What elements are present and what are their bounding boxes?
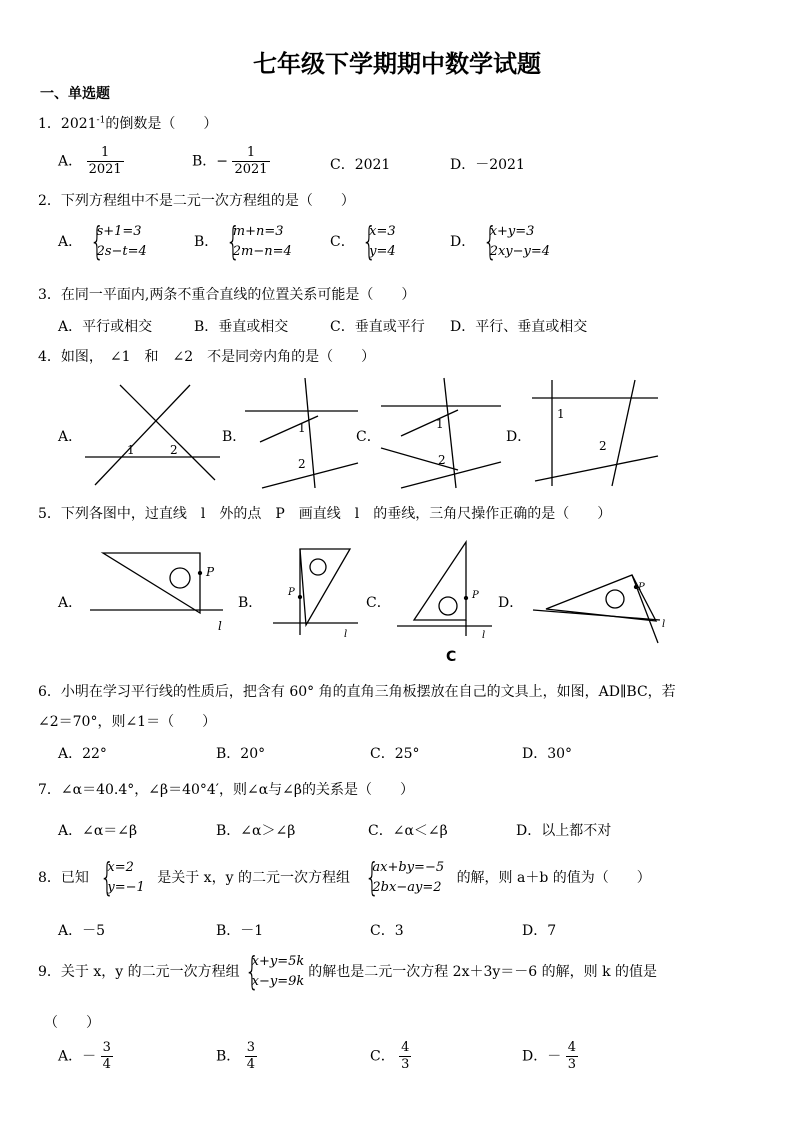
- q1-option-a[interactable]: [58, 145, 124, 178]
- question-3-stem: 3．在同一平面内,两条不重合直线的位置关系可能是（ ）: [38, 287, 416, 303]
- point-label-p: P: [288, 587, 295, 598]
- set-square: [414, 542, 466, 620]
- denominator: 4: [246, 1057, 256, 1072]
- set-square-hole: [310, 559, 326, 575]
- transversal-left: [95, 385, 190, 485]
- angle-label-1: 1: [127, 443, 135, 457]
- equation: 2m−n=4: [232, 244, 292, 259]
- q5-option-b[interactable]: B．: [238, 595, 263, 611]
- brace-icon: {: [89, 219, 104, 263]
- figure-caption-c: C: [446, 649, 457, 665]
- q1-option-b[interactable]: [192, 145, 270, 178]
- option-letter: C．: [330, 234, 355, 250]
- denominator: 4: [102, 1057, 111, 1072]
- fraction: [232, 145, 269, 178]
- numerator: 3: [246, 1040, 256, 1055]
- brace-icon: {: [244, 949, 259, 993]
- line-bottom: [535, 456, 658, 481]
- equation-system: [359, 219, 396, 263]
- question-1-stem: [38, 113, 217, 133]
- q9-prefix: 9．关于 x，y 的二元一次方程组: [38, 964, 240, 980]
- q9-option-d[interactable]: [522, 1040, 578, 1073]
- set-square: [103, 553, 200, 613]
- fraction: [87, 145, 124, 178]
- line-lower-slant: [381, 448, 458, 470]
- q6-option-c[interactable]: C．25°: [370, 746, 420, 762]
- question-2-stem: 2．下列方程组中不是二元一次方程组的是（ ）: [38, 193, 355, 209]
- q7-option-c[interactable]: C．∠α＜∠β: [368, 823, 448, 839]
- numerator: 3: [102, 1040, 111, 1055]
- q7-option-a[interactable]: A．∠α＝∠β: [58, 823, 138, 839]
- point-p: [299, 596, 302, 599]
- question-7-stem: 7．∠α＝40.4°，∠β＝40°4′，则∠α与∠β的关系是（ ）: [38, 782, 414, 798]
- q6-option-a[interactable]: A．22°: [58, 746, 107, 762]
- point-p: [199, 572, 202, 575]
- minus-sign: −: [216, 153, 229, 170]
- section-heading: 一、单选题: [40, 86, 110, 102]
- point-label-p: P: [638, 582, 645, 593]
- set-square: [300, 549, 350, 625]
- denominator: 2021: [234, 162, 268, 177]
- q7-option-d[interactable]: D．以上都不对: [516, 823, 612, 839]
- transversal-right: [120, 385, 215, 480]
- page-title: 七年级下学期期中数学试题: [253, 50, 541, 78]
- fraction: [566, 1040, 578, 1073]
- equation: s+1=3: [96, 224, 142, 239]
- option-letter: A．: [58, 234, 83, 250]
- equation: ax+by=−5: [372, 860, 445, 875]
- q5-option-a[interactable]: A．: [58, 595, 83, 611]
- brace-icon: {: [225, 219, 241, 263]
- q5-figure-b: [268, 545, 368, 645]
- q2-option-c[interactable]: [330, 219, 396, 263]
- equation: x=2: [107, 860, 134, 875]
- line-label-l: l: [482, 630, 486, 641]
- question-9-stem: [38, 949, 658, 993]
- transversal: [612, 380, 635, 486]
- q4-option-b[interactable]: B．: [222, 429, 247, 445]
- option-letter: A．－: [58, 1048, 97, 1065]
- angle-label-2: 2: [599, 439, 607, 453]
- set-square-hole: [606, 590, 624, 608]
- option-letter: B．: [216, 1048, 241, 1065]
- angle-label-1: 1: [436, 417, 444, 431]
- solution-system: [97, 855, 145, 899]
- q8-suffix: 的解，则 a＋b 的值为（ ）: [456, 870, 651, 886]
- angle-label-2: 2: [298, 457, 306, 471]
- fraction: [101, 1040, 113, 1073]
- q5-figure-c: [392, 540, 502, 665]
- q2-option-b[interactable]: [194, 219, 292, 263]
- q2-option-a[interactable]: [58, 219, 147, 263]
- equation: 2bx−ay=2: [372, 880, 442, 895]
- line-bottom: [262, 463, 358, 488]
- q8-option-c[interactable]: C．3: [370, 923, 404, 939]
- point-label-p: P: [472, 590, 479, 601]
- equation: x+y=3: [489, 224, 535, 239]
- denominator: 3: [567, 1057, 576, 1072]
- equation: x−y=9k: [251, 974, 305, 989]
- option-letter: B．: [192, 153, 217, 170]
- q5-figure-d: [528, 565, 668, 655]
- q4-figure-d: [530, 378, 660, 490]
- q9-option-a[interactable]: [58, 1040, 113, 1073]
- q1-option-d[interactable]: D．－2021: [450, 157, 525, 173]
- q2-option-d[interactable]: [450, 219, 551, 263]
- brace-icon: {: [362, 219, 377, 263]
- equation: 2s−t=4: [96, 244, 147, 259]
- equation: m+n=3: [232, 224, 284, 239]
- q9-answer-paren: （ ）: [44, 1015, 100, 1031]
- fraction: [399, 1040, 411, 1073]
- equation: y=4: [369, 244, 396, 259]
- q1-exponent: -1: [96, 115, 106, 126]
- q9-option-b[interactable]: [216, 1040, 257, 1073]
- equation: 2xy−y=4: [489, 244, 551, 259]
- brace-icon: {: [482, 219, 498, 263]
- q4-option-d[interactable]: D．: [506, 429, 532, 445]
- q3-option-c[interactable]: C．垂直或平行: [330, 319, 425, 335]
- question-8-stem: [38, 855, 651, 899]
- equation-system: [362, 855, 445, 899]
- q1-option-c[interactable]: C．2021: [330, 157, 391, 173]
- q6-option-b[interactable]: B．20°: [216, 746, 266, 762]
- equation: y=−1: [107, 880, 145, 895]
- equation-system: [223, 219, 292, 263]
- q5-option-c[interactable]: C．: [366, 595, 391, 611]
- angle-label-2: 2: [438, 453, 446, 467]
- q4-figure-a: [80, 380, 230, 490]
- angle-label-1: 1: [298, 421, 306, 435]
- q3-option-a[interactable]: A．平行或相交: [58, 319, 153, 335]
- q4-figure-c: [376, 376, 506, 491]
- point-label-p: P: [206, 565, 215, 579]
- q4-figure-b: [240, 376, 365, 491]
- q1-base: 1．2021: [38, 116, 97, 132]
- set-square-hole: [170, 568, 190, 588]
- question-4-stem: 4．如图， ∠1 和 ∠2 不是同旁内角的是（ ）: [38, 349, 376, 365]
- line-label-l: l: [344, 629, 348, 640]
- q8-option-a[interactable]: A．－5: [58, 923, 106, 939]
- equation-system: [242, 949, 305, 993]
- set-square-hole: [439, 597, 457, 615]
- denominator: 3: [401, 1057, 410, 1072]
- q6-option-d[interactable]: D．30°: [522, 746, 573, 762]
- fraction: [245, 1040, 257, 1073]
- q9-suffix: 的解也是二元一次方程 2x＋3y＝－6 的解，则 k 的值是: [308, 964, 658, 980]
- option-letter: D．－: [522, 1048, 562, 1065]
- transversal: [444, 378, 456, 488]
- angle-label-1: 1: [557, 407, 565, 421]
- line-bottom: [401, 462, 501, 488]
- q1-tail: 的倒数是（ ）: [105, 116, 218, 132]
- brace-icon: {: [100, 855, 115, 899]
- question-5-stem: 5．下列各图中，过直线 l 外的点 P 画直线 l 的垂线，三角尺操作正确的是（ ）: [38, 506, 612, 522]
- q3-option-b[interactable]: B．垂直或相交: [194, 319, 289, 335]
- option-letter: B．: [194, 234, 219, 250]
- line-l: [533, 610, 660, 620]
- line-label-l: l: [218, 619, 222, 633]
- q5-option-d[interactable]: D．: [498, 595, 524, 611]
- option-letter: A．: [58, 153, 83, 170]
- q4-option-a[interactable]: A．: [58, 429, 83, 445]
- q8-option-b[interactable]: B．－1: [216, 923, 264, 939]
- q8-prefix: 8．已知: [38, 870, 89, 886]
- equation-system: [480, 219, 551, 263]
- q8-middle: 是关于 x，y 的二元一次方程组: [157, 870, 350, 886]
- option-letter: D．: [450, 234, 476, 250]
- equation: x=3: [369, 224, 396, 239]
- denominator: 2021: [88, 162, 122, 177]
- q4-option-c[interactable]: C．: [356, 429, 381, 445]
- q8-option-d[interactable]: D．7: [522, 923, 557, 939]
- q5-figure-a: [88, 548, 233, 638]
- angle-label-2: 2: [170, 443, 178, 457]
- q3-option-d[interactable]: D．平行、垂直或相交: [450, 319, 588, 335]
- equation-system: [87, 219, 147, 263]
- numerator: 4: [567, 1040, 576, 1055]
- numerator: 1: [232, 145, 269, 162]
- option-letter: C．: [370, 1048, 395, 1065]
- line-label-l: l: [662, 619, 666, 630]
- question-6-line-1: 6．小明在学习平行线的性质后，把含有 60° 角的直角三角板摆放在自己的文具上，如图，AD∥BC，若: [38, 684, 676, 700]
- question-6-line-2: ∠2＝70°，则∠1＝（ ）: [38, 714, 217, 730]
- q9-option-c[interactable]: [370, 1040, 411, 1073]
- brace-icon: {: [365, 855, 380, 899]
- numerator: 4: [401, 1040, 410, 1055]
- equation: x+y=5k: [251, 954, 305, 969]
- point-p: [465, 597, 468, 600]
- q7-option-b[interactable]: B．∠α＞∠β: [216, 823, 296, 839]
- transversal: [305, 378, 315, 488]
- numerator: 1: [87, 145, 124, 162]
